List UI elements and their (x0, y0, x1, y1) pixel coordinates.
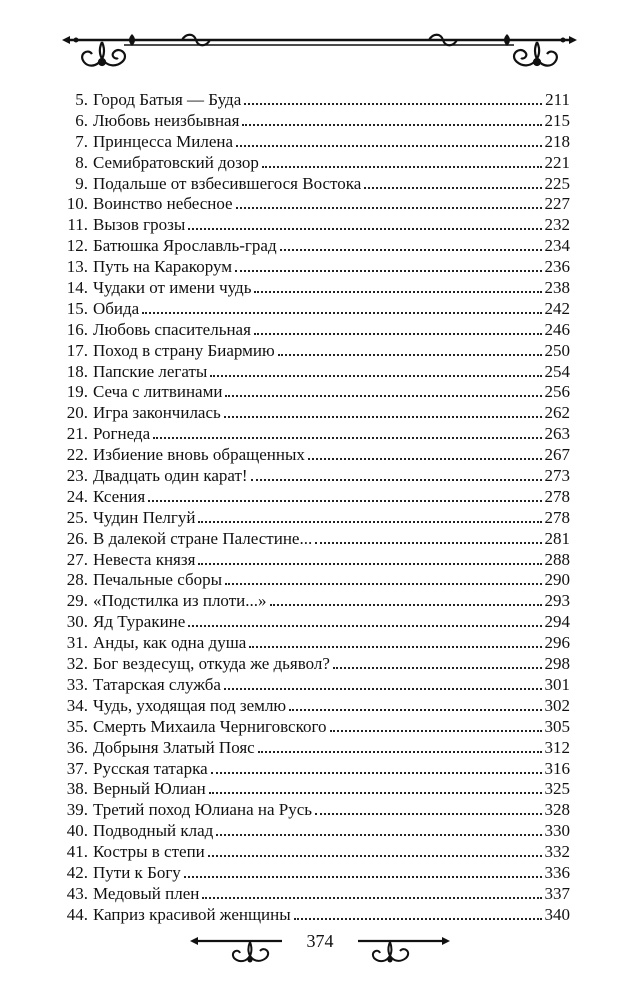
entry-page: 296 (544, 633, 570, 653)
entry-page: 262 (544, 403, 570, 423)
entry-number: 13. (66, 257, 88, 277)
dot-leader (153, 437, 541, 439)
entry-page: 234 (544, 236, 570, 256)
toc-entry (58, 424, 570, 445)
dot-leader (211, 772, 542, 774)
toc-entry (58, 362, 570, 383)
dot-leader (333, 667, 542, 669)
entry-title: Город Батыя — Буда (93, 90, 242, 109)
toc-entry (58, 842, 570, 863)
entry-title: Рогнеда (93, 424, 151, 444)
dot-leader (209, 792, 542, 794)
entry-title: Смерть Михаила Черниговского (93, 716, 327, 736)
toc-entry (58, 696, 570, 717)
entry-number: 43. (66, 883, 88, 903)
dot-leader (258, 751, 542, 753)
entry-title: Анды, как одна душа (93, 633, 247, 653)
toc-entry (58, 90, 570, 111)
entry-number: 28. (66, 570, 88, 590)
entry-page: 312 (544, 737, 570, 757)
toc-entry (58, 466, 570, 487)
dot-leader (142, 312, 541, 314)
entry-page: 293 (544, 591, 570, 611)
entry-title: Ксения (93, 486, 146, 506)
toc-entry (58, 612, 570, 633)
toc-entry (58, 529, 570, 550)
dot-leader (225, 583, 541, 585)
entry-number: 15. (66, 298, 88, 318)
entry-title: Игра закончилась (93, 403, 221, 423)
dot-leader (244, 103, 542, 105)
toc-entry (58, 863, 570, 884)
entry-title: Принцесса Милена (93, 131, 234, 151)
entry-page: 273 (544, 466, 570, 486)
entry-title: Подводный клад (93, 821, 214, 841)
entry-number: 18. (66, 361, 88, 381)
toc-entry (58, 591, 570, 612)
entry-number: 10. (66, 194, 88, 214)
entry-title: Избиение вновь обращенных (93, 445, 305, 465)
toc-entry (58, 633, 570, 654)
entry-page: 225 (544, 173, 570, 193)
entry-title: Сеча с литвинами (93, 382, 223, 402)
entry-number: 9. (75, 173, 88, 193)
entry-page: 242 (544, 298, 570, 318)
entry-page: 254 (544, 361, 570, 381)
dot-leader (249, 646, 541, 648)
toc-entry (58, 320, 570, 341)
entry-title: Батюшка Ярославль-град (93, 236, 277, 256)
entry-number: 27. (66, 549, 88, 569)
entry-title: «Подстилка из плоти...» (93, 591, 267, 611)
entry-page: 294 (544, 612, 570, 632)
toc-entry (58, 382, 570, 403)
entry-number: 30. (66, 612, 88, 632)
dot-leader (294, 918, 542, 920)
entry-page: 281 (544, 528, 570, 548)
entry-number: 33. (66, 674, 88, 694)
toc-entry (58, 675, 570, 696)
entry-page: 290 (544, 570, 570, 590)
dot-leader (188, 625, 541, 627)
entry-page: 232 (544, 215, 570, 235)
entry-number: 22. (66, 445, 88, 465)
dot-leader (364, 187, 541, 189)
toc-entry (58, 779, 570, 800)
dot-leader (278, 354, 542, 356)
toc-entry (58, 403, 570, 424)
entry-title: Воинство небесное (93, 194, 233, 214)
entry-title: Пути к Богу (93, 862, 181, 882)
entry-number: 35. (66, 716, 88, 736)
dot-leader (235, 270, 541, 272)
entry-number: 19. (66, 382, 88, 402)
entry-title: В далекой стране Палестине... (93, 528, 313, 548)
entry-number: 41. (66, 842, 88, 862)
dot-leader (251, 479, 542, 481)
toc-entry (58, 194, 570, 215)
entry-title: Обида (93, 298, 140, 318)
entry-number: 14. (66, 278, 88, 298)
entry-number: 36. (66, 737, 88, 757)
dot-leader (225, 395, 541, 397)
entry-page: 305 (544, 716, 570, 736)
entry-page: 246 (544, 319, 570, 339)
page-number: 374 (306, 931, 334, 951)
entry-title: Двадцать один карат! (93, 466, 248, 486)
dot-leader (210, 375, 541, 377)
dot-leader (236, 145, 541, 147)
dot-leader (224, 688, 542, 690)
entry-number: 37. (66, 758, 88, 778)
toc-entry (58, 759, 570, 780)
entry-page: 278 (544, 507, 570, 527)
entry-title: Семибратовский дозор (93, 152, 259, 172)
entry-page: 332 (544, 842, 570, 862)
dot-leader (254, 333, 542, 335)
toc-entry (58, 821, 570, 842)
entry-page: 328 (544, 800, 570, 820)
entry-number: 24. (66, 486, 88, 506)
toc-entry (58, 738, 570, 759)
entry-number: 12. (66, 236, 88, 256)
entry-page: 227 (544, 194, 570, 214)
toc-entry (58, 570, 570, 591)
dot-leader (188, 228, 541, 230)
entry-title: Папские легаты (93, 361, 208, 381)
entry-number: 42. (66, 862, 88, 882)
header-ornament (62, 28, 577, 78)
entry-title: Чудаки от имени чудь (93, 278, 252, 298)
entry-page: 218 (544, 131, 570, 151)
entry-title: Русская татарка (93, 758, 208, 778)
entry-number: 31. (66, 633, 88, 653)
dot-leader (208, 855, 542, 857)
entry-title: Путь на Каракорум (93, 257, 233, 277)
entry-number: 25. (66, 507, 88, 527)
entry-page: 256 (544, 382, 570, 402)
toc-entry (58, 132, 570, 153)
entry-number: 34. (66, 695, 88, 715)
dot-leader (242, 124, 541, 126)
dot-leader (148, 500, 541, 502)
entry-page: 298 (544, 654, 570, 674)
toc-entry (58, 153, 570, 174)
entry-page: 263 (544, 424, 570, 444)
toc-entry (58, 445, 570, 466)
footer (190, 930, 450, 970)
entry-page: 325 (544, 779, 570, 799)
dot-leader (216, 834, 541, 836)
toc-entry (58, 654, 570, 675)
entry-title: Невеста князя (93, 549, 196, 569)
entry-number: 21. (66, 424, 88, 444)
toc-entry (58, 174, 570, 195)
dot-leader (198, 521, 541, 523)
entry-title: Вызов грозы (93, 215, 186, 235)
dot-leader (198, 563, 541, 565)
entry-number: 23. (66, 466, 88, 486)
entry-page: 330 (544, 821, 570, 841)
dot-leader (315, 542, 541, 544)
entry-number: 26. (66, 528, 88, 548)
entry-page: 215 (544, 110, 570, 130)
entry-number: 8. (75, 152, 88, 172)
entry-title: Любовь спасительная (93, 319, 251, 339)
entry-title: Любовь неизбывная (93, 110, 240, 130)
entry-page: 250 (544, 340, 570, 360)
entry-number: 11. (67, 215, 88, 235)
toc-entry (58, 236, 570, 257)
dot-leader (330, 730, 542, 732)
toc-entry (58, 884, 570, 905)
toc-entry (58, 487, 570, 508)
toc-entry (58, 905, 570, 926)
entry-number: 20. (66, 403, 88, 423)
entry-title: Чудь, уходящая под землю (93, 695, 287, 715)
entry-page: 221 (544, 152, 570, 172)
entry-page: 267 (544, 445, 570, 465)
toc-entry (58, 278, 570, 299)
entry-number: 17. (66, 340, 88, 360)
entry-number: 44. (66, 904, 88, 924)
entry-page: 288 (544, 549, 570, 569)
entry-page: 340 (544, 904, 570, 924)
dot-leader (262, 166, 542, 168)
entry-title: Чудин Пелгуй (93, 507, 196, 527)
dot-leader (315, 813, 541, 815)
entry-number: 7. (75, 131, 88, 151)
entry-number: 29. (66, 591, 88, 611)
entry-title: Татарская служба (93, 674, 221, 694)
table-of-contents (58, 90, 570, 926)
entry-title: Костры в степи (93, 842, 205, 862)
toc-entry (58, 299, 570, 320)
entry-number: 6. (75, 110, 88, 130)
entry-title: Каприз красивой женщины (93, 904, 291, 924)
entry-title: Подальше от взбесившегося Востока (93, 173, 362, 193)
toc-entry (58, 717, 570, 738)
entry-title: Печальные сборы (93, 570, 223, 590)
toc-entry (58, 508, 570, 529)
entry-title: Медовый плен (93, 883, 200, 903)
entry-title: Добрыня Златый Пояс (93, 737, 255, 757)
entry-page: 337 (544, 883, 570, 903)
entry-page: 302 (544, 695, 570, 715)
dot-leader (254, 291, 541, 293)
entry-number: 39. (66, 800, 88, 820)
entry-page: 301 (544, 674, 570, 694)
entry-page: 316 (544, 758, 570, 778)
entry-number: 16. (66, 319, 88, 339)
dot-leader (224, 416, 542, 418)
toc-entry (58, 800, 570, 821)
entry-number: 32. (66, 654, 88, 674)
entry-title: Третий поход Юлиана на Русь (93, 800, 313, 820)
entry-number: 5. (75, 90, 88, 109)
dot-leader (236, 207, 542, 209)
dot-leader (270, 604, 542, 606)
toc-entry (58, 215, 570, 236)
entry-number: 40. (66, 821, 88, 841)
entry-page: 238 (544, 278, 570, 298)
entry-title: Яд Туракине (93, 612, 186, 632)
entry-page: 336 (544, 862, 570, 882)
entry-title: Поход в страну Биармию (93, 340, 275, 360)
entry-title: Верный Юлиан (93, 779, 206, 799)
entry-title: Бог вездесущ, откуда же дьявол? (93, 654, 330, 674)
toc-entry (58, 257, 570, 278)
dot-leader (202, 897, 541, 899)
dot-leader (280, 249, 542, 251)
toc-entry (58, 550, 570, 571)
dot-leader (308, 458, 542, 460)
toc-entry (58, 111, 570, 132)
entry-page: 278 (544, 486, 570, 506)
dot-leader (289, 709, 541, 711)
entry-page: 236 (544, 257, 570, 277)
toc-entry (58, 341, 570, 362)
entry-number: 38. (66, 779, 88, 799)
dot-leader (184, 876, 542, 878)
entry-page: 211 (545, 90, 570, 109)
